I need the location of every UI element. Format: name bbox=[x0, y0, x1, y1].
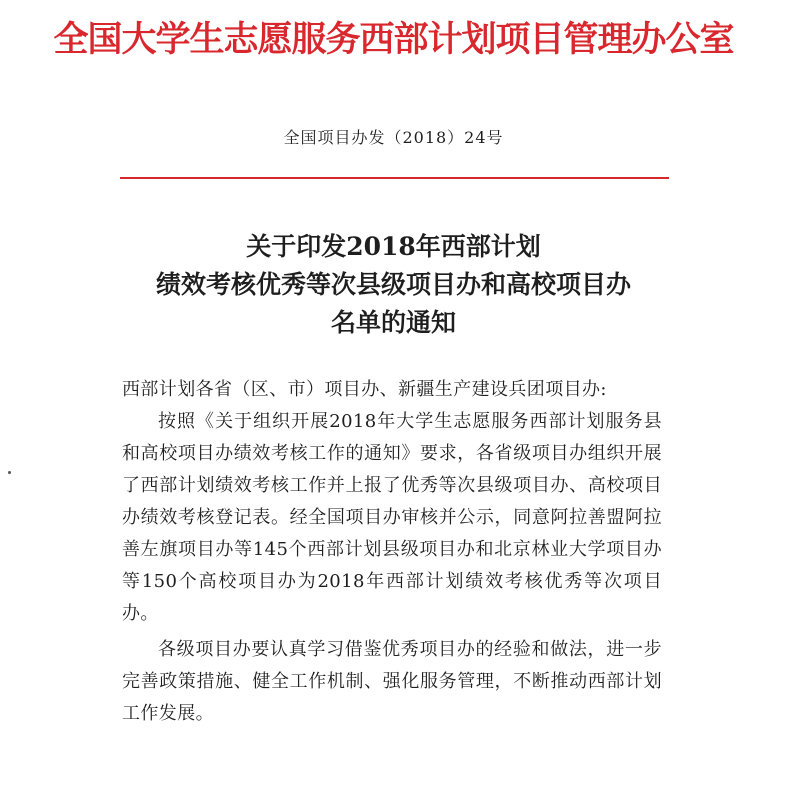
body-paragraph-1: 按照《关于组织开展2018年大学生志愿服务西部计划服务县和高校项目办绩效考核工作的通知》要求，各省级项目办组织开展了西部计划绩效考核工作并上报了优秀等次县级项目办、高校项目办绩效考核登记表。经全国项目办审核并公示，同意阿拉善盟阿拉善左旗项目办等145个西部计划县级项目办和北京林业大学项目办等150个高校项目办为2018年西部计划绩效考核优秀等次项目办。 bbox=[122, 411, 662, 624]
notice-title-line-2: 绩效考核优秀等次县级项目办和高校项目办 bbox=[155, 270, 631, 299]
notice-title bbox=[0, 228, 787, 342]
issuing-office-title: 全国大学生志愿服务西部计划项目管理办公室 bbox=[53, 19, 734, 60]
document-number: 全国项目办发（2018）24号 bbox=[283, 128, 504, 147]
salutation: 西部计划各省（区、市）项目办、新疆生产建设兵团项目办: bbox=[122, 379, 607, 400]
notice-title-line-3: 名单的通知 bbox=[330, 308, 456, 337]
notice-title-line-1: 关于印发2018年西部计划 bbox=[246, 232, 541, 261]
body-paragraph-2: 各级项目办要认真学习借鉴优秀项目办的经验和做法，进一步完善政策措施、健全工作机制、强化服务管理，不断推动西部计划工作发展。 bbox=[122, 639, 662, 724]
red-divider-line bbox=[120, 177, 669, 179]
scan-speck bbox=[8, 471, 11, 474]
notice-body bbox=[122, 374, 662, 730]
